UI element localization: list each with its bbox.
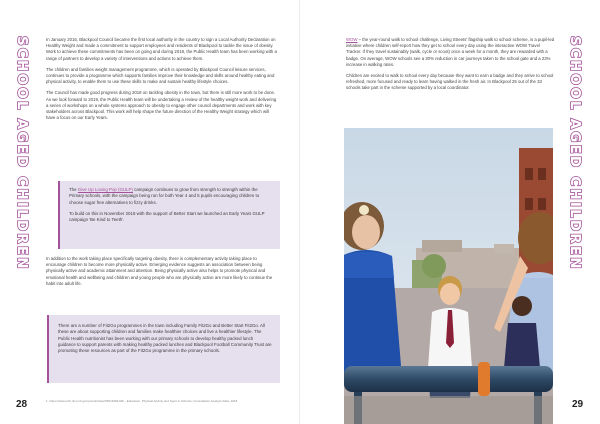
fit2go-callout-box <box>47 315 280 383</box>
wow-paragraph <box>346 37 555 68</box>
physical-activity-paragraph: In addition to the work taking place specifically targeting obesity, there is complementary activity taking place to encourage children to become more physically active. Emerging evidence suggests an association between being physically active and academic attainment and attention. Being physically active also helps to promote physical and emotional health and wellbeing and children and young people who are physically active are more likely to continue the habit into adult life. <box>46 256 273 286</box>
page-number-right: 29 <box>572 399 584 410</box>
wow-description: – the year-round walk to school challenge, Living Streets' flagship walk to school scheme, is a pupil-led initiative where children self-report how they get to school every day using the interactive WOW Travel Tracker. If they travel sustainably (walk, cycle or scoot) once a week for a month, they are rewarded with a badge. On average, WOW schools see a 30% reduction in car journeys taken to the school gate and a 23% increase in walking rates. <box>346 37 555 67</box>
fit2go-paragraph: There are a number of Fit2Go programmes in the town including Family Fit2Go and Better Start Fit2Go. All these are about supporting children and families make healthier choices and live a healthier lifestyle. The Public Health nutritionist has been working with our primary schools to develop healthy packed lunch guidance to support parents with making healthy packed lunches and Blackpool Football Community Trust are promoting these resources as part of the Fit2Go programme in the primary schools. <box>58 323 272 354</box>
gulp-prefix: The <box>69 187 78 192</box>
walking-paragraph: Children are excited to walk to school every day because they want to earn a badge and they arrive to school refreshed, more focused and ready to learn having walked in the fresh air. In Blackpool 25 out of the 33 schools take part in the scheme supported by a local coordinator. <box>346 73 554 91</box>
gulp-callout-box <box>58 181 280 249</box>
children-playground-photo <box>344 128 553 424</box>
left-intro-column <box>46 37 278 126</box>
gulp-early-years-paragraph: To build on this in November 2018 with the support of Better Start we launched an Early Years GULP campaign 'Be Kind to Teeth'. <box>69 210 265 223</box>
left-paragraph-2: The children and families weight management programme, which is operated by Blackpool Council leisure services, continues to provide a programme which supports families improve their knowledge and skills around healthy eating and physical activity, to enable them to use these skills to make and sustain healthy lifestyle choices. <box>46 66 275 85</box>
footnote: 1. https://www.ncbi.nlm.nih.gov/pmc/articles/PMC4993146/ - Education, Physical Activity and Sport in Schools: Consultation Analysis Data, 2018 <box>46 399 238 403</box>
physical-activity-column <box>46 256 278 292</box>
left-paragraph-1: In January 2016, Blackpool Council became the first local authority in the country to sign a Local Authority Declaration on Healthy Weight and made a commitment to support employees and residents of Blackpool to tackle the issue of obesity. Work to achieve these commitments has been on going and during 2018, the Public Health team has been working with a range of partners to develop a variety of interventions and actions to achieve them. <box>46 37 277 61</box>
gulp-campaign-link[interactable]: Give Up Loving Pop (GULP) <box>77 187 133 192</box>
gulp-callout-paragraph <box>69 187 272 206</box>
section-title-vertical-left: SCHOOL AGED CHILDREN <box>14 36 30 271</box>
right-text-column <box>346 37 555 97</box>
wow-link[interactable]: WOW <box>346 37 358 42</box>
section-title-vertical-right: SCHOOL AGED CHILDREN <box>567 36 583 271</box>
left-paragraph-3: The Council has made good progress during 2018 on tackling obesity in the town, but there is still more work to be done. As we look forward to 2019, the Public Health team will be undertaking a review of the healthy weight work and delivering a series of workshops on a whole systems approach to obesity to engage other council departments and work with key stakeholders across Blackpool. This work will help shape the future direction of the Healthy Weight strategy which will have a focus on our Early Years. <box>46 90 277 121</box>
page-number-left: 28 <box>16 399 28 410</box>
gulp-description: campaign continues to grow from strength to strength within the Primary schools, with the campaign being run for both Year 4 and 5 pupils encouraging children to choose sugar free alternatives to fizzy drinks. <box>69 187 260 205</box>
